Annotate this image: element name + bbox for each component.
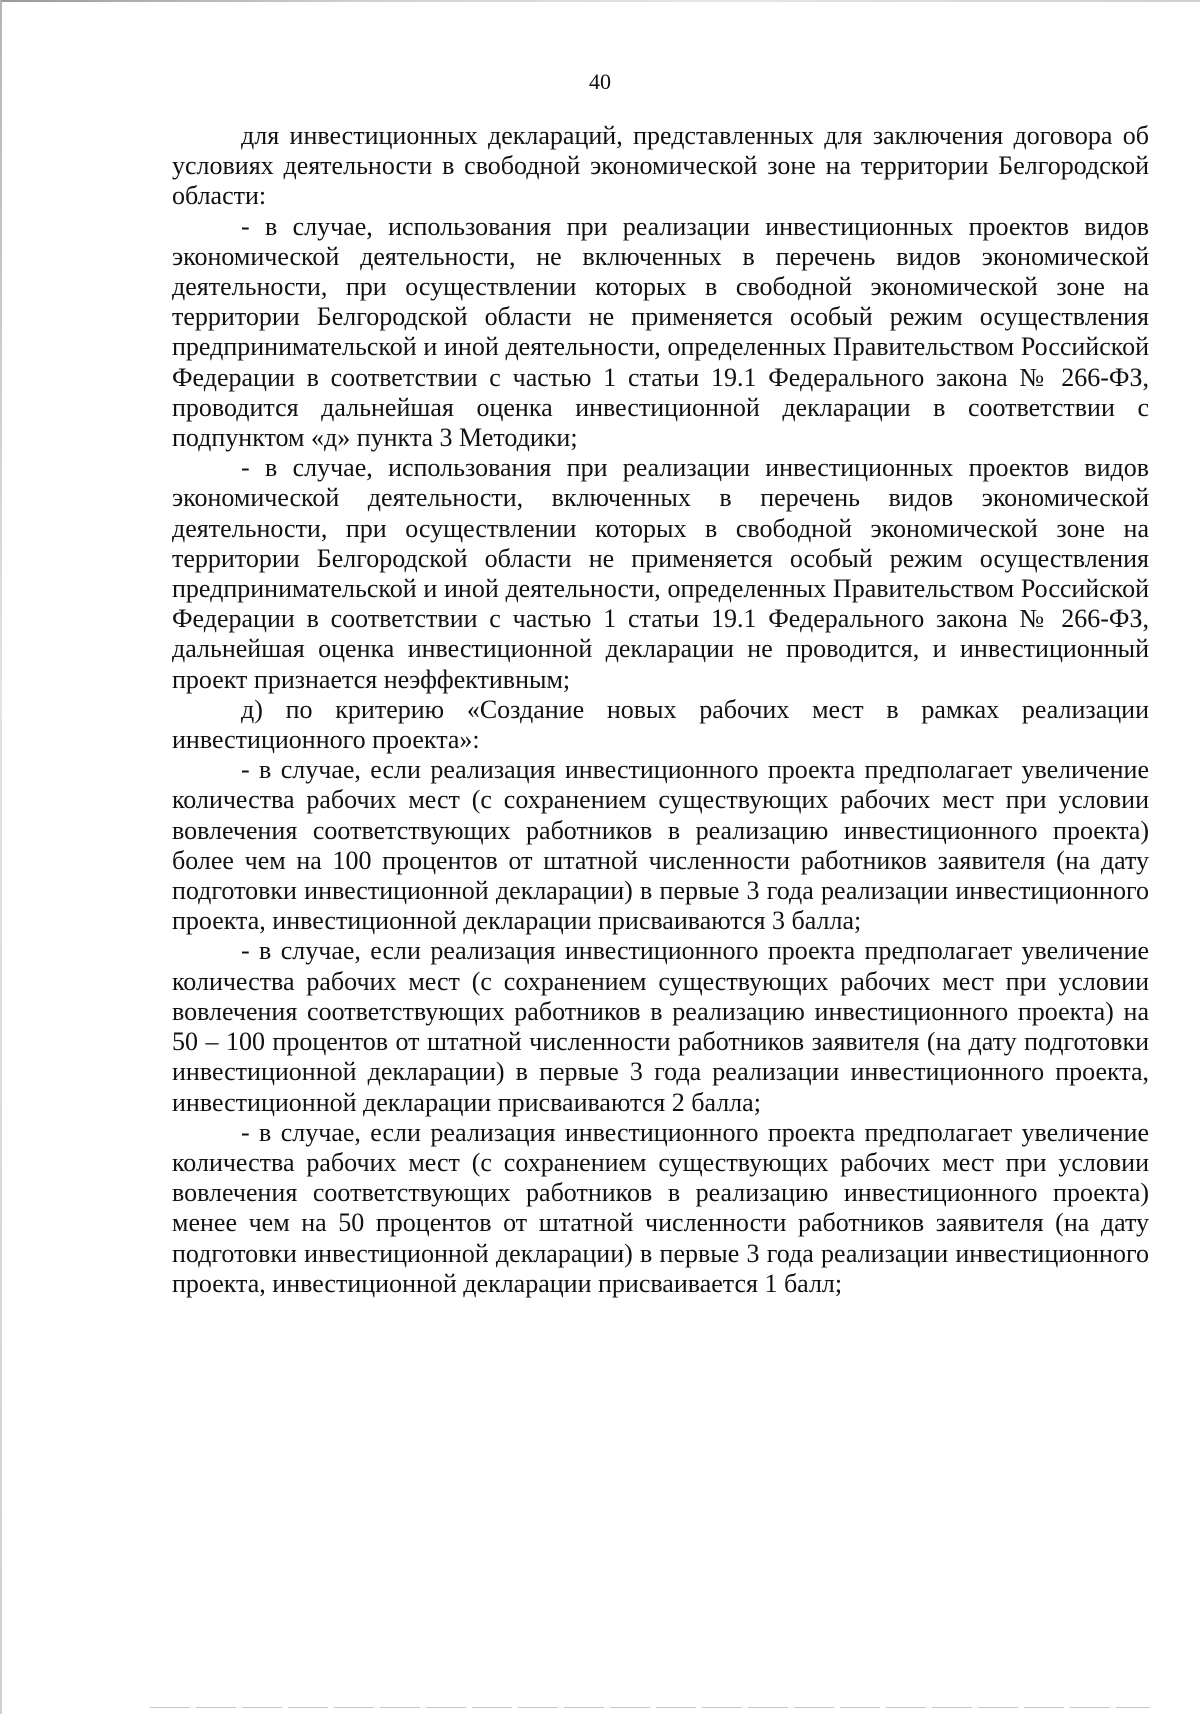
paragraph-intro: для инвестиционных деклараций, представленных для заключения договора об условиях деятельности в свободной экономической зоне на территории Белгородской области: — [172, 121, 1149, 211]
paragraph-criterion-d: д) по критерию «Создание новых рабочих мест в рамках реализации инвестиционного проекта»: — [172, 694, 1149, 755]
paragraph-included-activities: - в случае, использования при реализации инвестиционных проектов видов экономической деятельности, включенных в перечень видов экономической деятельности, при осуществлении которых в свободной экономической зоне на территории Белгородской области не применяется особый режим осуществления предпринимательской и иной деятельности, определенных Правительством Российской Федерации в соответствии с частью 1 статьи 19.1 Федерального закона № 266-ФЗ, дальнейшая оценка инвестиционной декларации не проводится, и инвестиционный проект признается неэффективным; — [172, 453, 1149, 694]
paragraph-not-included-activities: - в случае, использования при реализации инвестиционных проектов видов экономической деятельности, не включенных в перечень видов экономической деятельности, при осуществлении которых в свободной экономической зоне на территории Белгородской области не применяется особый режим осуществления предпринимательской и иной деятельности, определенных Правительством Российской Федерации в соответствии с частью 1 статьи 19.1 Федерального закона № 266-ФЗ, проводится дальнейшая оценка инвестиционной декларации в соответствии с подпунктом «д» пункта 3 Методики; — [172, 211, 1149, 453]
document-body — [172, 121, 1149, 1299]
page-number: 40 — [589, 69, 611, 94]
paragraph-score-1: - в случае, если реализация инвестиционного проекта предполагает увеличение количества рабочих мест (с сохранением существующих рабочих мест при условии вовлечения соответствующих работников в реализацию инвестиционного проекта) менее чем на 50 процентов от штатной численности работников заявителя (на дату подготовки инвестиционной декларации) в первые 3 года реализации инвестиционного проекта, инвестиционной декларации присваивается 1 балл; — [172, 1117, 1149, 1298]
scan-edge-bottom — [150, 1707, 1150, 1708]
scan-edge-top — [0, 0, 1200, 2]
scan-edge-left — [0, 0, 2, 1714]
paragraph-score-3: - в случае, если реализация инвестиционного проекта предполагает увеличение количества рабочих мест (с сохранением существующих рабочих мест при условии вовлечения соответствующих работников в реализацию инвестиционного проекта) более чем на 100 процентов от штатной численности работников заявителя (на дату подготовки инвестиционной декларации) в первые 3 года реализации инвестиционного проекта, инвестиционной декларации присваиваются 3 балла; — [172, 755, 1149, 936]
paragraph-score-2: - в случае, если реализация инвестиционного проекта предполагает увеличение количества рабочих мест (с сохранением существующих рабочих мест при условии вовлечения соответствующих работников в реализацию инвестиционного проекта) на 50 – 100 процентов от штатной численности работников заявителя (на дату подготовки инвестиционной декларации) в первые 3 года реализации инвестиционного проекта, инвестиционной декларации присваиваются 2 балла; — [172, 936, 1149, 1117]
